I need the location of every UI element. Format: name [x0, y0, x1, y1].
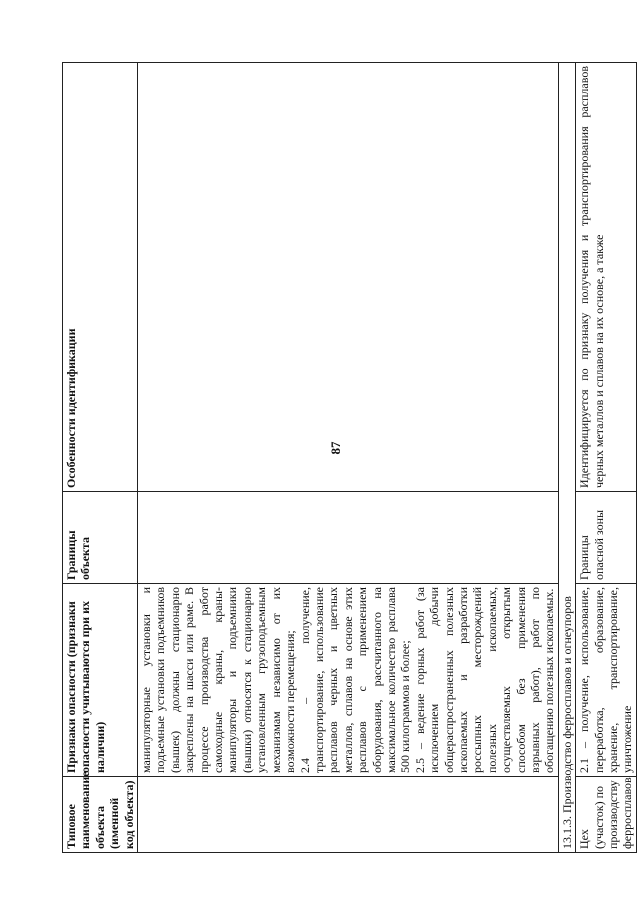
- rotated-table-wrapper: [62, 63, 635, 853]
- header-object-name: Типовое наименование объекта (именной код объекта): [63, 777, 138, 853]
- cell-boundaries: Границы опасной зоны: [576, 492, 637, 584]
- sign-paragraph: манипуляторные установки и подъемные установки подъемников (вышек) должны стационарно закреплены на шасси или раме. В процессе производства работ самоходные краны, краны-манипуляторы и подъемники (вышки) относятся к стационарно установленным грузоподъемным механизмам независимо от их возможности перемещения;: [139, 587, 298, 773]
- page-number: 87: [328, 441, 343, 455]
- table-row: [576, 63, 637, 853]
- sign-paragraph: 2.5 – ведение горных работ (за исключением добычи общераспространенных полезных ископаемых и разработки россыпных месторождений полезных ископаемых, осуществляемых открытым способом без применения взрывных работ), работ по обогащению полезных ископаемых.: [412, 587, 557, 773]
- header-identification-features: Особенности идентификации: [63, 63, 138, 492]
- table-row-continued: [138, 63, 559, 853]
- cell-boundaries-empty: [138, 492, 559, 584]
- cell-object-name: Цех (участок) по производству ферросплавов: [576, 777, 637, 853]
- cell-name-empty: [138, 777, 559, 853]
- cell-features-empty: [138, 63, 559, 492]
- identification-table: [62, 62, 637, 853]
- cell-hazard-signs-continued: [138, 584, 559, 777]
- cell-hazard-signs: 2.1 – получение, использование, переработка, образование, хранение, транспортирование, уничтожение: [576, 584, 637, 777]
- cell-identification-features: Идентифицируется по признаку получения и транспортирования расплавов черных металлов и сплавов на их основе, а также: [576, 63, 637, 492]
- sign-paragraph: 2.4 – получение, транспортирование, использование расплавов черных и цветных металлов, сплавов на основе этих расплавов с применением оборудования, рассчитанного на максимальное количество расплава 500 килограммов и более;: [297, 587, 413, 773]
- section-title: 13.1.3. Производство ферросплавов и огнеупоров: [558, 63, 575, 853]
- table-header-row: [63, 63, 138, 853]
- section-title-row: [558, 63, 575, 853]
- header-boundaries: Границы объекта: [63, 492, 138, 584]
- header-hazard-signs: Признаки опасности (признаки опасности учитываются при их наличии): [63, 584, 138, 777]
